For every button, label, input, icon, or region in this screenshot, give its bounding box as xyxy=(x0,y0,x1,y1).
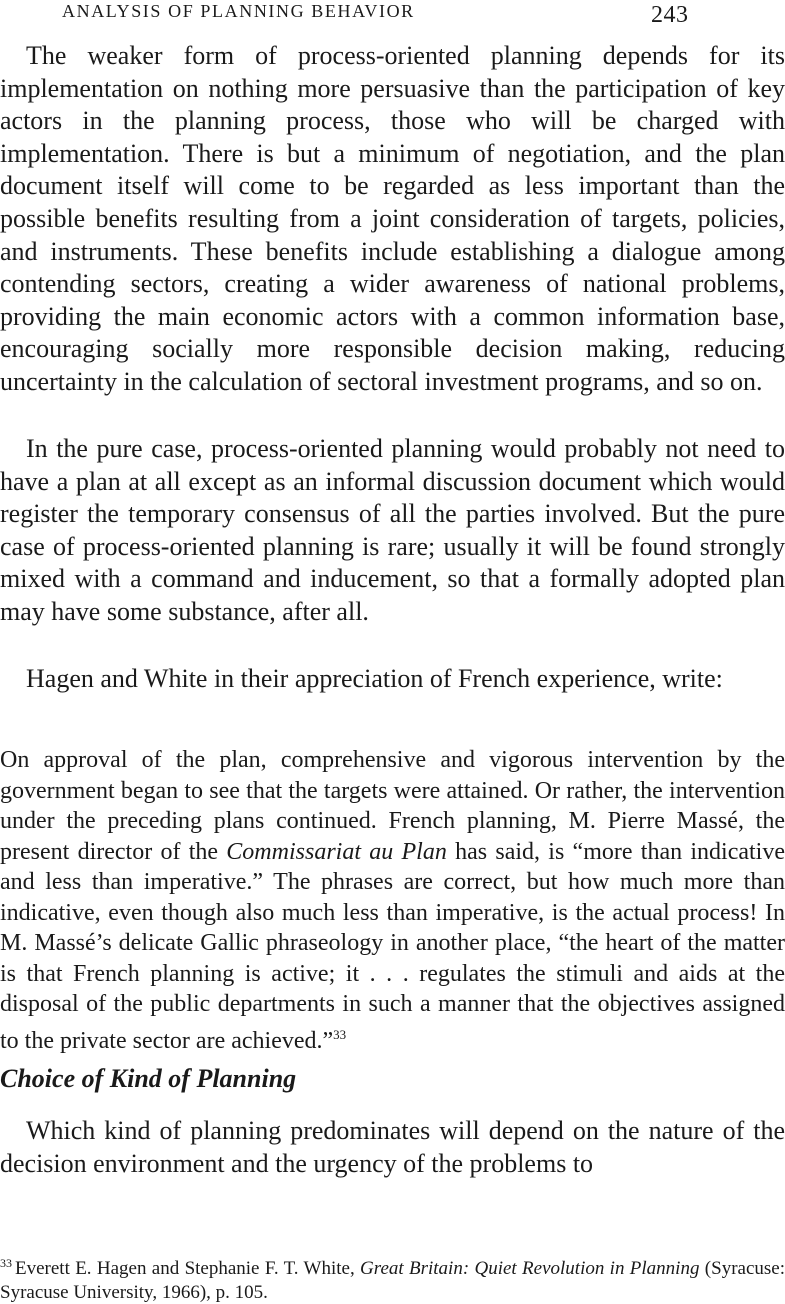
footnote-authors: Everett E. Hagen and Stephanie F. T. White, xyxy=(15,1258,361,1279)
footnote xyxy=(0,1252,785,1304)
paragraph-text: Which kind of planning predominates will depend on the nature of the decision environment and the urgency of the problems to xyxy=(0,1116,785,1178)
paragraph-2 xyxy=(0,433,785,629)
paragraph-1 xyxy=(0,40,785,399)
running-head xyxy=(0,0,785,30)
paragraph-4 xyxy=(0,1115,785,1180)
footnote-publication: (Syracuse: Syracuse University, 1966), p. 105. xyxy=(0,1258,785,1303)
page-number: 243 xyxy=(651,2,689,28)
running-title: ANALYSIS OF PLANNING BEHAVIOR xyxy=(62,1,415,21)
paragraph-text: Hagen and White in their appreciation of French experience, write: xyxy=(26,664,723,693)
paragraph-text: The weaker form of process-oriented planning depends for its implementation on nothing more persuasive than the participation of key actors in the planning process, those who will be charged with implementation. There is but a minimum of negotiation, and the plan document itself will come to be regarded as less important than the possible benefits resulting from a joint consideration of targets, policies, and instruments. These benefits include establishing a dialogue among contending sectors, creating a wider awareness of national problems, providing the main economic actors with a common information base, encouraging socially more responsible decision making, reducing uncertainty in the calculation of sectoral investment programs, and so on. xyxy=(0,41,785,396)
footnote-number: 33 xyxy=(0,1256,12,1270)
quote-text: On approval of the plan, comprehensive and vigorous intervention by the government began to see that the targets were attained. Or rather, the intervention under the preceding plans continued. French planning, M. Pierre Massé, the present director of the xyxy=(0,747,785,865)
quote-italic-term: Commissariat au Plan xyxy=(226,838,447,865)
paragraph-3 xyxy=(0,663,785,696)
quote-text: has said, is “more than indicative and less than imperative.” The phrases are correct, but how much more than indicative, even though also much less than imperative, is the actual process! In M. Massé’s delicate Gallic phraseology in another place, “the heart of the matter is that French planning is active; it . . . regulates the stimuli and aids at the disposal of the public departments in such a manner that the objectives assigned to the private sector are achieved.” xyxy=(0,838,785,1054)
footnote-title: Great Britain: Quiet Revolution in Planning xyxy=(360,1258,700,1279)
paragraph-text: In the pure case, process-oriented planning would probably not need to have a plan at all except as an informal discussion document which would register the temporary consensus of all the parties involved. But the pure case of process-oriented planning is rare; usually it will be found strongly mixed with a command and inducement, so that a formally adopted plan may have some substance, after all. xyxy=(0,434,785,626)
footnote-reference[interactable]: 33 xyxy=(333,1026,347,1042)
section-heading: Choice of Kind of Planning xyxy=(0,1064,297,1093)
block-quote xyxy=(0,745,785,1056)
